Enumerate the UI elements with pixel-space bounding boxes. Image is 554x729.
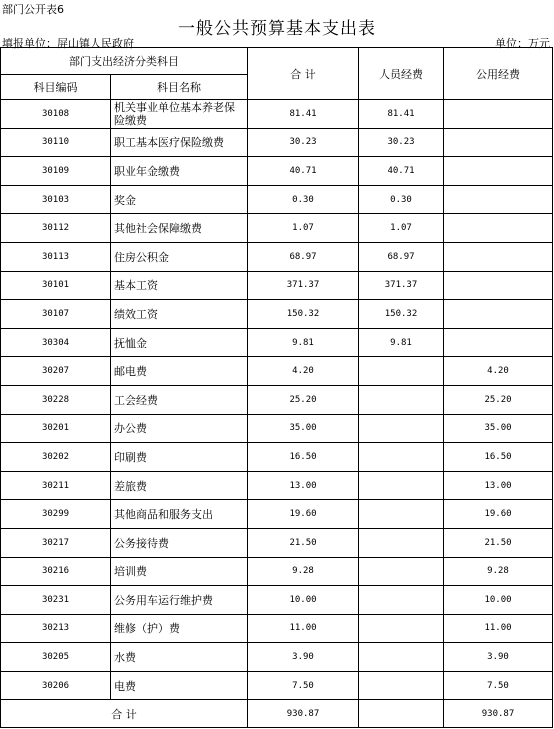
- table-row: [1, 671, 553, 700]
- total-cell: 11.00: [248, 614, 359, 643]
- personnel-cell: [359, 557, 444, 586]
- table-row: [1, 328, 553, 357]
- public-cell: [444, 214, 553, 243]
- header-row-1: [1, 48, 553, 75]
- public-cell: [444, 157, 553, 186]
- total-cell: 0.30: [248, 185, 359, 214]
- total-cell: 10.00: [248, 586, 359, 615]
- name-header: 科目名称: [111, 75, 248, 100]
- total-cell: 13.00: [248, 471, 359, 500]
- personnel-cell: [359, 643, 444, 672]
- total-cell: 1.07: [248, 214, 359, 243]
- name-cell: 培训费: [111, 557, 248, 586]
- total-label: 合 计: [1, 700, 248, 728]
- code-cell: 30108: [1, 100, 111, 129]
- name-cell: 其他社会保障缴费: [111, 214, 248, 243]
- table-row: [1, 557, 553, 586]
- total-cell: 19.60: [248, 500, 359, 529]
- code-cell: 30304: [1, 328, 111, 357]
- table-row: [1, 242, 553, 271]
- code-cell: 30216: [1, 557, 111, 586]
- personnel-cell: 0.30: [359, 185, 444, 214]
- personnel-cell: 30.23: [359, 128, 444, 157]
- filler-unit: 填报单位：屏山镇人民政府: [2, 37, 134, 50]
- code-cell: 30202: [1, 443, 111, 472]
- total-cell: 9.81: [248, 328, 359, 357]
- table-row: [1, 128, 553, 157]
- personnel-cell: [359, 443, 444, 472]
- total-cell: 35.00: [248, 414, 359, 443]
- personnel-cell: [359, 385, 444, 414]
- name-cell: 维修（护）费: [111, 614, 248, 643]
- total-cell: 40.71: [248, 157, 359, 186]
- personnel-header: 人员经费: [359, 48, 444, 100]
- public-cell: 11.00: [444, 614, 553, 643]
- table-row: [1, 414, 553, 443]
- public-cell: 16.50: [444, 443, 553, 472]
- name-cell: 差旅费: [111, 471, 248, 500]
- table-row: [1, 528, 553, 557]
- code-cell: 30207: [1, 357, 111, 386]
- name-cell: 邮电费: [111, 357, 248, 386]
- public-cell: 9.28: [444, 557, 553, 586]
- name-cell: 奖金: [111, 185, 248, 214]
- table-row: [1, 214, 553, 243]
- public-cell: [444, 128, 553, 157]
- table-row: [1, 643, 553, 672]
- total-cell: 81.41: [248, 100, 359, 129]
- public-cell: [444, 242, 553, 271]
- sheet-label: 部门公开表6: [2, 3, 64, 16]
- total-cell: 3.90: [248, 643, 359, 672]
- grand-personnel-cell: [359, 700, 444, 728]
- total-cell: 371.37: [248, 271, 359, 300]
- personnel-cell: 150.32: [359, 300, 444, 329]
- table-row: [1, 614, 553, 643]
- table-row: [1, 300, 553, 329]
- code-cell: 30112: [1, 214, 111, 243]
- name-cell: 基本工资: [111, 271, 248, 300]
- code-cell: 30228: [1, 385, 111, 414]
- total-header: 合 计: [248, 48, 359, 100]
- table-row: [1, 500, 553, 529]
- name-cell: 抚恤金: [111, 328, 248, 357]
- table-row: [1, 471, 553, 500]
- personnel-cell: 9.81: [359, 328, 444, 357]
- name-cell: 公务接待费: [111, 528, 248, 557]
- code-cell: 30110: [1, 128, 111, 157]
- code-cell: 30107: [1, 300, 111, 329]
- public-header: 公用经费: [444, 48, 553, 100]
- name-cell: 公务用车运行维护费: [111, 586, 248, 615]
- code-cell: 30299: [1, 500, 111, 529]
- category-group-header: 部门支出经济分类科目: [1, 48, 248, 75]
- public-cell: 10.00: [444, 586, 553, 615]
- total-cell: 25.20: [248, 385, 359, 414]
- name-cell: 水费: [111, 643, 248, 672]
- personnel-cell: [359, 586, 444, 615]
- code-cell: 30205: [1, 643, 111, 672]
- name-cell: 工会经费: [111, 385, 248, 414]
- public-cell: [444, 100, 553, 129]
- name-cell: 办公费: [111, 414, 248, 443]
- personnel-cell: [359, 471, 444, 500]
- code-cell: 30211: [1, 471, 111, 500]
- code-header: 科目编码: [1, 75, 111, 100]
- total-cell: 30.23: [248, 128, 359, 157]
- table-row: [1, 271, 553, 300]
- total-cell: 68.97: [248, 242, 359, 271]
- personnel-cell: 1.07: [359, 214, 444, 243]
- personnel-cell: [359, 614, 444, 643]
- personnel-cell: 81.41: [359, 100, 444, 129]
- name-cell: 电费: [111, 671, 248, 700]
- name-cell: 职工基本医疗保险缴费: [111, 128, 248, 157]
- personnel-cell: 68.97: [359, 242, 444, 271]
- table-row: [1, 586, 553, 615]
- grand-public-cell: 930.87: [444, 700, 553, 728]
- public-cell: 4.20: [444, 357, 553, 386]
- name-cell: 其他商品和服务支出: [111, 500, 248, 529]
- personnel-cell: [359, 357, 444, 386]
- page-title: 一般公共预算基本支出表: [178, 19, 376, 39]
- total-cell: 16.50: [248, 443, 359, 472]
- public-cell: [444, 271, 553, 300]
- table-row: [1, 385, 553, 414]
- public-cell: 21.50: [444, 528, 553, 557]
- code-cell: 30109: [1, 157, 111, 186]
- total-cell: 21.50: [248, 528, 359, 557]
- table-row: [1, 157, 553, 186]
- table-row: [1, 100, 553, 129]
- table-row: [1, 443, 553, 472]
- public-cell: 7.50: [444, 671, 553, 700]
- public-cell: 13.00: [444, 471, 553, 500]
- code-cell: 30103: [1, 185, 111, 214]
- code-cell: 30101: [1, 271, 111, 300]
- public-cell: [444, 328, 553, 357]
- personnel-cell: [359, 528, 444, 557]
- code-cell: 30206: [1, 671, 111, 700]
- personnel-cell: 40.71: [359, 157, 444, 186]
- public-cell: [444, 300, 553, 329]
- total-row: [1, 700, 553, 728]
- table-row: [1, 185, 553, 214]
- public-cell: 35.00: [444, 414, 553, 443]
- name-cell: 住房公积金: [111, 242, 248, 271]
- unit-label: 单位：万元: [495, 37, 550, 50]
- name-cell: 印刷费: [111, 443, 248, 472]
- name-cell: 机关事业单位基本养老保险缴费: [111, 100, 248, 129]
- code-cell: 30201: [1, 414, 111, 443]
- code-cell: 30113: [1, 242, 111, 271]
- total-cell: 7.50: [248, 671, 359, 700]
- personnel-cell: [359, 671, 444, 700]
- personnel-cell: [359, 414, 444, 443]
- public-cell: 19.60: [444, 500, 553, 529]
- name-cell: 绩效工资: [111, 300, 248, 329]
- code-cell: 30231: [1, 586, 111, 615]
- total-cell: 9.28: [248, 557, 359, 586]
- total-cell: 150.32: [248, 300, 359, 329]
- budget-table: [0, 47, 553, 728]
- personnel-cell: [359, 500, 444, 529]
- total-cell: 4.20: [248, 357, 359, 386]
- personnel-cell: 371.37: [359, 271, 444, 300]
- table-row: [1, 357, 553, 386]
- public-cell: 25.20: [444, 385, 553, 414]
- code-cell: 30213: [1, 614, 111, 643]
- public-cell: 3.90: [444, 643, 553, 672]
- public-cell: [444, 185, 553, 214]
- code-cell: 30217: [1, 528, 111, 557]
- grand-total-cell: 930.87: [248, 700, 359, 728]
- name-cell: 职业年金缴费: [111, 157, 248, 186]
